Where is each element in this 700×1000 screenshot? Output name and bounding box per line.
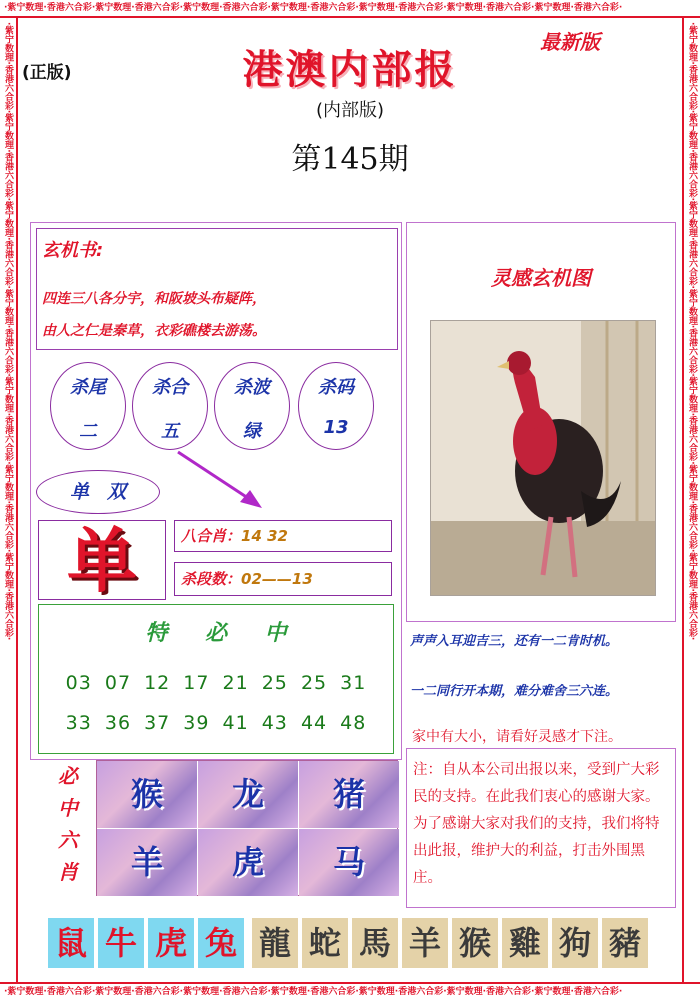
jiazhong-text: 家中有大小，请看好灵感才下注。 [412, 729, 622, 745]
edition-label: (正版) [22, 63, 72, 83]
dan-shuang-oval: 单双 [36, 470, 160, 514]
latest-label: 最新版 [540, 30, 600, 54]
bizhong-char: 必 [58, 764, 78, 788]
bottom-zodiac-strip [48, 918, 652, 970]
bizhong-char: 中 [58, 796, 78, 820]
liuhe-label: 八合肖： [181, 527, 242, 545]
border-bottom: ·紫宁数理·香港六合彩·紫宁数理·香港六合彩·紫宁数理·香港六合彩·紫宁数理·香港六合彩·紫宁数理·香港六合彩·紫宁数理·香港六合彩·紫宁数理·香港六合彩· [0, 982, 700, 1000]
zodiac-cell: 猴 [97, 761, 197, 828]
circle-value: 二 [79, 421, 97, 442]
rooster-image [431, 321, 656, 596]
zodiac-highlight: 牛 [98, 918, 144, 968]
te-bi-zhong-title: 特 必 中 [145, 621, 287, 646]
zodiac-cell: 龙 [198, 761, 298, 828]
zodiac-highlight: 兔 [198, 918, 244, 968]
page-title: 港澳内部报 [242, 46, 458, 93]
border-top: ·紫宁数理·香港六合彩·紫宁数理·香港六合彩·紫宁数理·香港六合彩·紫宁数理·香港六合彩·紫宁数理·香港六合彩·紫宁数理·香港六合彩·紫宁数理·香港六合彩· [0, 0, 700, 18]
zodiac-cell: 马 [299, 829, 399, 896]
arrow-icon [170, 446, 270, 516]
zodiac-plain: 蛇 [302, 918, 348, 968]
bizhong-char: 六 [58, 828, 78, 852]
issue-number: 第145期 [291, 142, 409, 177]
zodiac-cell: 猪 [299, 761, 399, 828]
six-zodiac-grid [96, 760, 398, 896]
big-dan-box [38, 520, 166, 600]
zodiac-plain: 龍 [252, 918, 298, 968]
shaduan-row [174, 562, 392, 596]
zodiac-plain: 猴 [452, 918, 498, 968]
circle-label: 杀码 [318, 377, 354, 398]
zodiac-highlight: 鼠 [48, 918, 94, 968]
liuhe-value: 14 32 [241, 527, 288, 545]
circle-value: 绿 [243, 421, 261, 442]
zodiac-plain: 馬 [352, 918, 398, 968]
rooster-photo [430, 320, 656, 596]
riddle-line-2: 由人之仁是秦草，衣彩礁楼去游荡。 [42, 323, 266, 339]
circle-sha-ma [298, 362, 374, 450]
riddle-label: 玄机书: [42, 240, 104, 261]
zodiac-cell: 虎 [198, 829, 298, 896]
zodiac-plain: 狗 [552, 918, 598, 968]
circle-sha-he [132, 362, 208, 450]
zodiac-plain: 羊 [402, 918, 448, 968]
notice-box: 注：自从本公司出报以来，受到广大彩民的支持。在此我们衷心的感谢大家。为了感谢大家对我们的支持，我们将特出此报，维护大的利益，打击外围黑庄。 [406, 748, 676, 908]
bizhong-char: 肖 [58, 860, 78, 884]
circle-sha-bo [214, 362, 290, 450]
circle-label: 杀尾 [70, 377, 106, 398]
circle-sha-wei [50, 362, 126, 450]
circle-label: 杀合 [152, 377, 188, 398]
zodiac-plain: 雞 [502, 918, 548, 968]
circle-value: 13 [323, 417, 349, 438]
big-dan-char: 单 [67, 519, 137, 602]
zodiac-plain: 豬 [602, 918, 648, 968]
bi-zhong-liu-xiao [44, 760, 92, 896]
number-row-2: 33 36 37 39 41 43 44 48 [65, 712, 367, 734]
shaduan-value: 02——13 [241, 570, 313, 588]
shaduan-label: 杀段数： [181, 570, 242, 588]
border-right: ·紫宁数理·香港六合彩·紫宁数理·香港六合彩·紫宁数理·香港六合彩·紫宁数理·香港六合彩·紫宁数理·香港六合彩·紫宁数理·香港六合彩·紫宁数理·香港六合彩· [682, 18, 700, 982]
zodiac-cell: 羊 [97, 829, 197, 896]
lingan-title: 灵感玄机图 [491, 266, 591, 290]
border-left: ·紫宁数理·香港六合彩·紫宁数理·香港六合彩·紫宁数理·香港六合彩·紫宁数理·香港六合彩·紫宁数理·香港六合彩·紫宁数理·香港六合彩·紫宁数理·香港六合彩· [0, 18, 18, 982]
zodiac-highlight: 虎 [148, 918, 194, 968]
poem-line-2: 一二同行开本期，难分难舍三六连。 [410, 684, 619, 699]
poem-line-1: 声声入耳迎吉三，还有一二肯时机。 [410, 634, 619, 649]
number-row-1: 03 07 12 17 21 25 25 31 [65, 672, 367, 694]
subtitle: (内部版) [315, 100, 385, 121]
circle-label: 杀波 [234, 377, 270, 398]
liuhe-row [174, 520, 392, 552]
riddle-line-1: 四连三八各分宇，和阪坡头布疑阵， [42, 291, 266, 307]
circle-value: 五 [161, 421, 179, 442]
